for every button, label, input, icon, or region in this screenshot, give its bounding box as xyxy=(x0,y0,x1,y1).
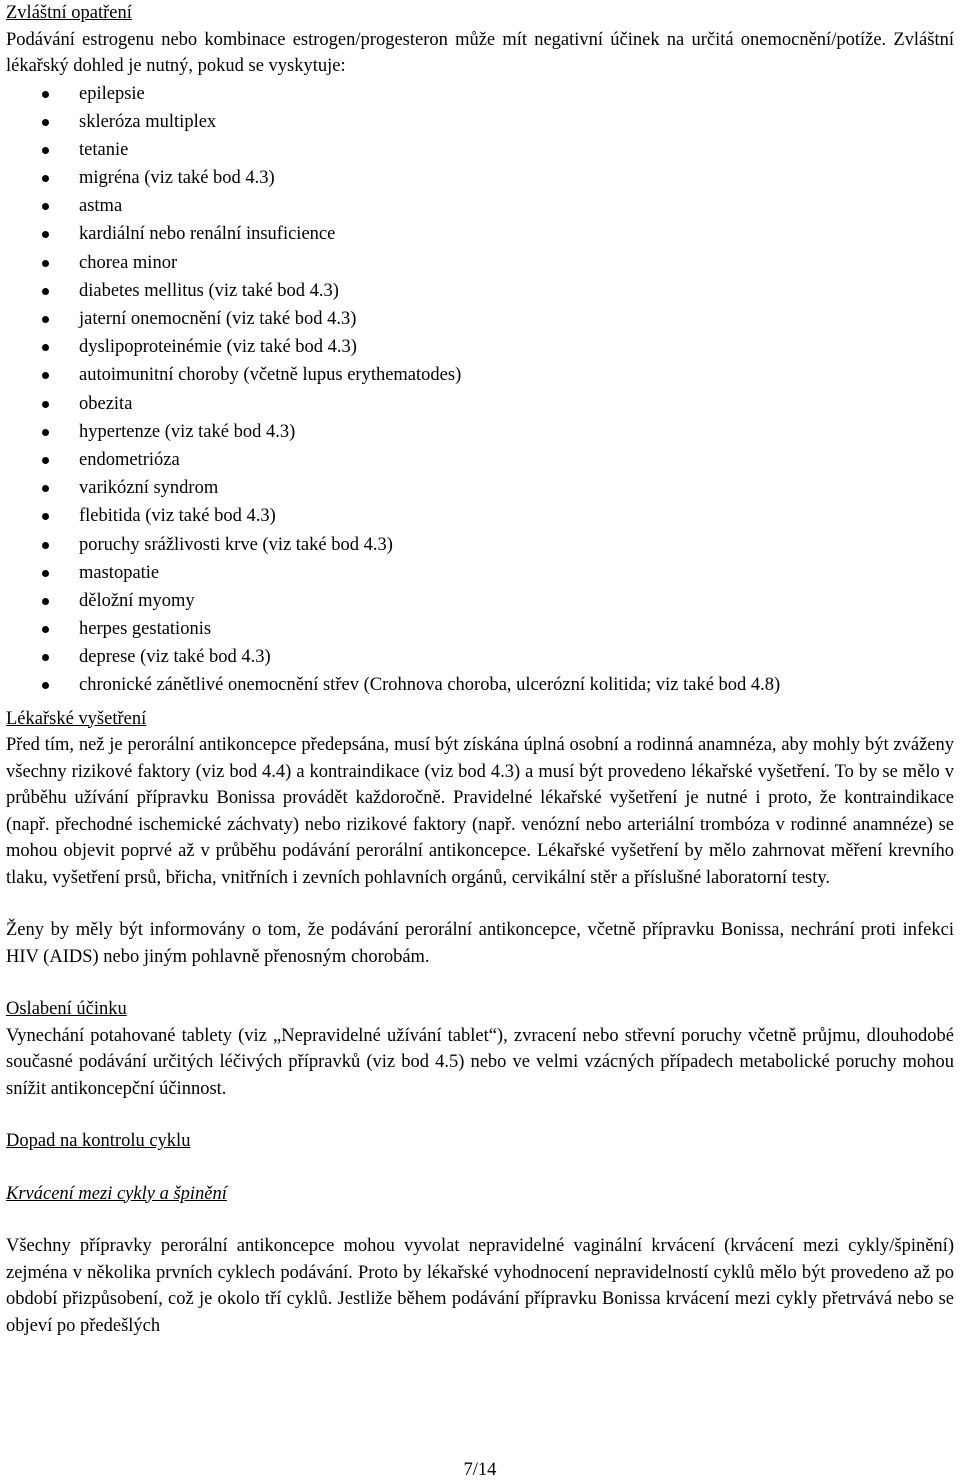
cycle-control-paragraph: Všechny přípravky perorální antikoncepce mohou vyvolat nepravidelné vaginální krvácení (krvácení mezi cykly/špinění) zejména v několika prvních cyklech podávání. Proto by lékařské vyhodnocení nepravidelností cyklů mělo být provedeno až po období přizpůsobení, což je okolo tří cyklů. Jestliže během podávání přípravku Bonissa krvácení mezi cykly přetrvává nebo se objeví po předešlých xyxy=(6,1236,954,1336)
section-heading-medical-exam: Lékařské vyšetření xyxy=(6,708,147,729)
bullet-icon xyxy=(42,626,49,633)
conditions-list xyxy=(6,80,954,700)
list-item: autoimunitní choroby (včetně lupus erythematodes) xyxy=(6,361,954,389)
bullet-icon xyxy=(42,147,49,154)
subheading-breakthrough-bleeding: Krvácení mezi cykly a špinění xyxy=(6,1183,227,1204)
bullet-icon xyxy=(42,542,49,549)
list-item: herpes gestationis xyxy=(6,615,954,643)
list-item: chronické zánětlivé onemocnění střev (Crohnova choroba, ulcerózní kolitida; viz také bod 4.8) xyxy=(6,671,954,699)
list-item: deprese (viz také bod 4.3) xyxy=(6,643,954,671)
bullet-icon xyxy=(42,260,49,267)
bullet-icon xyxy=(42,457,49,464)
medical-exam-paragraph: Před tím, než je perorální antikoncepce předepsána, musí být získána úplná osobní a rodinná anamnéza, aby mohly být zváženy všechny rizikové faktory (viz bod 4.4) a kontraindikace (viz bod 4.3) a musí být provedeno lékařské vyšetření. To by se mělo v průběhu užívání přípravku Bonissa provádět každoročně. Pravidelné lékařské vyšetření je nutné i proto, že kontraindikace (např. přechodné ischemické záchvaty) nebo rizikové faktory (např. venózní nebo arteriální trombóza v rodinné anamnéze) se mohou objevit poprvé až v průběhu podávání perorální antikoncepce. Lékařské vyšetření by mělo zahrnovat měření krevního tlaku, vyšetření prsů, břicha, vnitřních i zevních pohlavních orgánů, cervikální stěr a příslušné laboratorní testy. xyxy=(6,735,954,888)
list-item: astma xyxy=(6,192,954,220)
bullet-icon xyxy=(42,288,49,295)
list-item: obezita xyxy=(6,390,954,418)
bullet-icon xyxy=(42,682,49,689)
list-item: děložní myomy xyxy=(6,587,954,615)
bullet-icon xyxy=(42,598,49,605)
list-item: mastopatie xyxy=(6,559,954,587)
list-item: skleróza multiplex xyxy=(6,108,954,136)
bullet-icon xyxy=(42,91,49,98)
bullet-icon xyxy=(42,372,49,379)
bullet-icon xyxy=(42,203,49,210)
bullet-icon xyxy=(42,175,49,182)
bullet-icon xyxy=(42,429,49,436)
bullet-icon xyxy=(42,654,49,661)
list-item: endometrióza xyxy=(6,446,954,474)
list-item: kardiální nebo renální insuficience xyxy=(6,220,954,248)
list-item: diabetes mellitus (viz také bod 4.3) xyxy=(6,277,954,305)
reduced-efficacy-paragraph: Vynechání potahované tablety (viz „Nepravidelné užívání tablet“), zvracení nebo střevní poruchy včetně průjmu, dlouhodobé současné podávání určitých léčivých přípravků (viz bod 4.5) nebo ve velmi vzácných případech metabolické poruchy mohou snížit antikoncepční účinnost. xyxy=(6,1025,954,1099)
list-item: hypertenze (viz také bod 4.3) xyxy=(6,418,954,446)
bullet-icon xyxy=(42,344,49,351)
section-heading-special-precautions: Zvláštní opatření xyxy=(6,3,132,23)
bullet-icon xyxy=(42,231,49,238)
list-item: varikózní syndrom xyxy=(6,474,954,502)
bullet-icon xyxy=(42,513,49,520)
document-page xyxy=(6,0,954,1339)
section-heading-cycle-control: Dopad na kontrolu cyklu xyxy=(6,1131,191,1152)
list-item: dyslipoproteinémie (viz také bod 4.3) xyxy=(6,333,954,361)
list-item: chorea minor xyxy=(6,249,954,277)
list-item: migréna (viz také bod 4.3) xyxy=(6,164,954,192)
special-precautions-intro: Podávání estrogenu nebo kombinace estrogen/progesteron může mít negativní účinek na určitá onemocnění/potíže. Zvláštní lékařský dohled je nutný, pokud se vyskytuje: xyxy=(6,29,954,76)
list-item: jaterní onemocnění (viz také bod 4.3) xyxy=(6,305,954,333)
bullet-icon xyxy=(42,119,49,126)
bullet-icon xyxy=(42,485,49,492)
section-heading-reduced-efficacy: Oslabení účinku xyxy=(6,999,127,1020)
hiv-note-paragraph: Ženy by měly být informovány o tom, že podávání perorální antikoncepce, včetně přípravku Bonissa, nechrání proti infekci HIV (AIDS) nebo jiným pohlavně přenosným chorobám. xyxy=(6,920,954,967)
bullet-icon xyxy=(42,401,49,408)
list-item: tetanie xyxy=(6,136,954,164)
list-item: poruchy srážlivosti krve (viz také bod 4.3) xyxy=(6,531,954,559)
page-number: 7/14 xyxy=(463,1460,497,1480)
list-item: flebitida (viz také bod 4.3) xyxy=(6,502,954,530)
bullet-icon xyxy=(42,570,49,577)
list-item: epilepsie xyxy=(6,80,954,108)
bullet-icon xyxy=(42,316,49,323)
